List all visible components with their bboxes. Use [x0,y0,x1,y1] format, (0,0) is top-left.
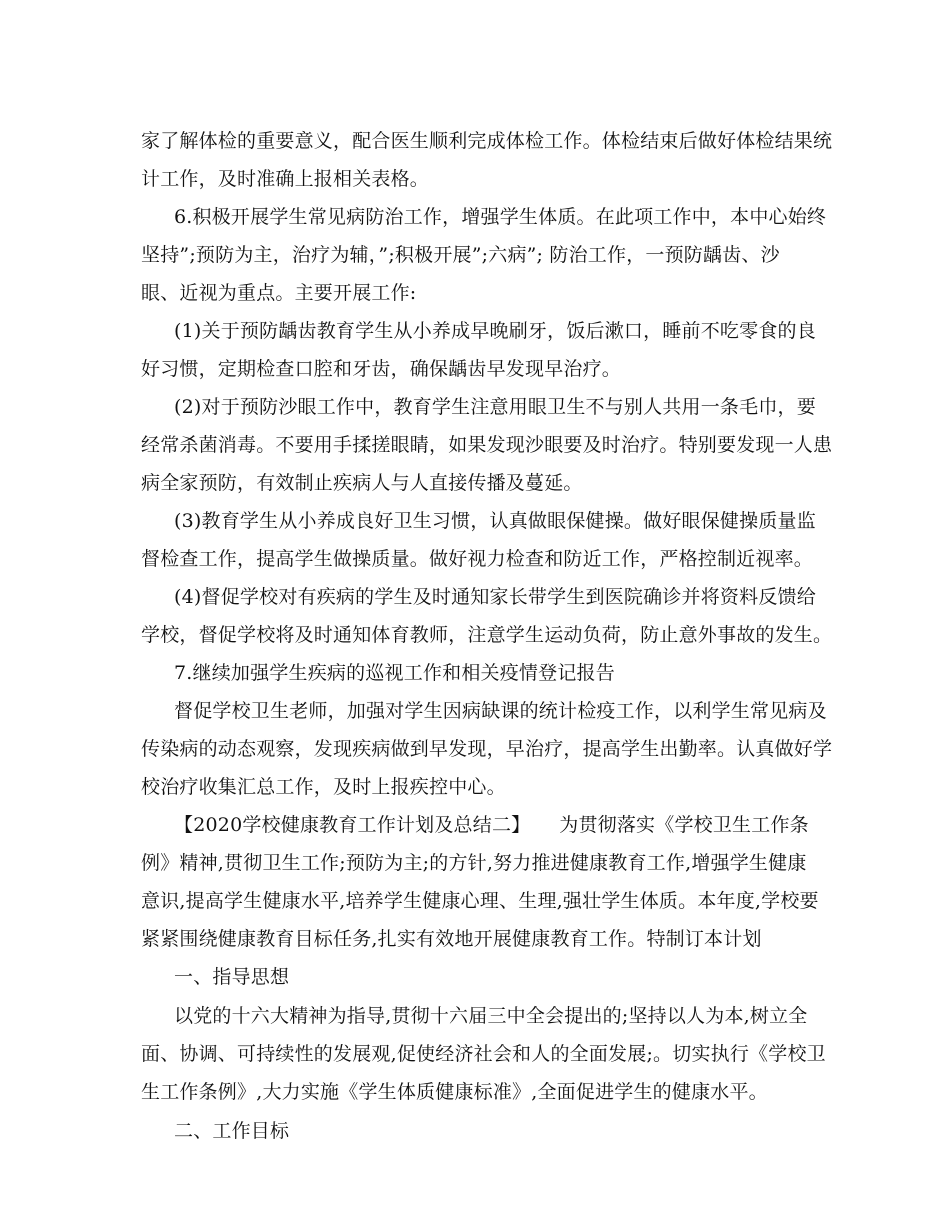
body-text-line: 眼、近视为重点。主要开展工作: [141,282,417,304]
body-text-line: 经常杀菌消毒。不要用手揉搓眼睛，如果发现沙眼要及时治疗。特别要发现一人患 [141,434,833,456]
list-item-1: (1)关于预防龋齿教育学生从小养成早晚刷牙，饭后漱口，睡前不吃零食的良 [174,320,816,342]
body-text-line: 意识,提高学生健康水平,培养学生健康心理、生理,强壮学生体质。本年度,学校要 [141,890,819,912]
body-text-line: 病全家预防，有效制止疾病人与人直接传播及蔓延。 [141,472,583,494]
body-text-line: 计工作，及时准确上报相关表格。 [141,168,430,190]
section-title-line: 【2020学校健康教育工作计划及总结二】 为贯彻落实《学校卫生工作条 [174,814,809,836]
body-text-line: 学校，督促学校将及时通知体育教师，注意学生运动负荷，防止意外事故的发生。 [141,624,833,646]
list-item-4: (4)督促学校对有疾病的学生及时通知家长带学生到医院确诊并将资料反馈给 [174,586,816,608]
body-text-line: 校治疗收集汇总工作，及时上报疾控中心。 [141,776,506,798]
heading-work-goals: 二、工作目标 [174,1120,290,1142]
body-text-line: 面、协调、可持续性的发展观,促使经济社会和人的全面发展;。切实执行《学校卫 [141,1043,826,1065]
body-text-line: 督促学校卫生老师，加强对学生因病缺课的统计检疫工作，以利学生常见病及 [174,700,827,722]
numbered-paragraph-6: 6.积极开展学生常见病防治工作，增强学生体质。在此项工作中，本中心始终 [174,206,827,228]
body-text-line: 以党的十六大精神为指导,贯彻十六届三中全会提出的;坚持以人为本,树立全 [174,1005,808,1027]
body-text-line: 好习惯，定期检查口腔和牙齿，确保龋齿早发现早治疗。 [141,358,622,380]
list-item-2: (2)对于预防沙眼工作中，教育学生注意用眼卫生不与别人共用一条毛巾，要 [174,396,816,418]
body-text-line: 紧紧围绕健康教育目标任务,扎实有效地开展健康教育工作。特制订本计划 [141,928,762,950]
body-text-line: 督检查工作，提高学生做操质量。做好视力检查和防近工作，严格控制近视率。 [141,548,814,570]
body-text-line: 坚持”;预防为主，治疗为辅，”;积极开展”;六病”; 防治工作，一预防龋齿、沙 [141,244,780,266]
body-text-line: 传染病的动态观察，发现疾病做到早发现，早治疗，提高学生出勤率。认真做好学 [141,738,833,760]
body-text-line: 生工作条例》,大力实施《学生体质健康标准》,全面促进学生的健康水平。 [141,1081,768,1103]
body-text-line: 家了解体检的重要意义，配合医生顺利完成体检工作。体检结束后做好体检结果统 [141,130,833,152]
numbered-paragraph-7: 7.继续加强学生疾病的巡视工作和相关疫情登记报告 [174,662,615,684]
list-item-3: (3)教育学生从小养成良好卫生习惯，认真做眼保健操。做好眼保健操质量监 [174,510,816,532]
heading-guiding-ideology: 一、指导思想 [174,966,290,988]
body-text-line: 例》精神,贯彻卫生工作;预防为主;的方针,努力推进健康教育工作,增强学生健康 [141,852,807,874]
